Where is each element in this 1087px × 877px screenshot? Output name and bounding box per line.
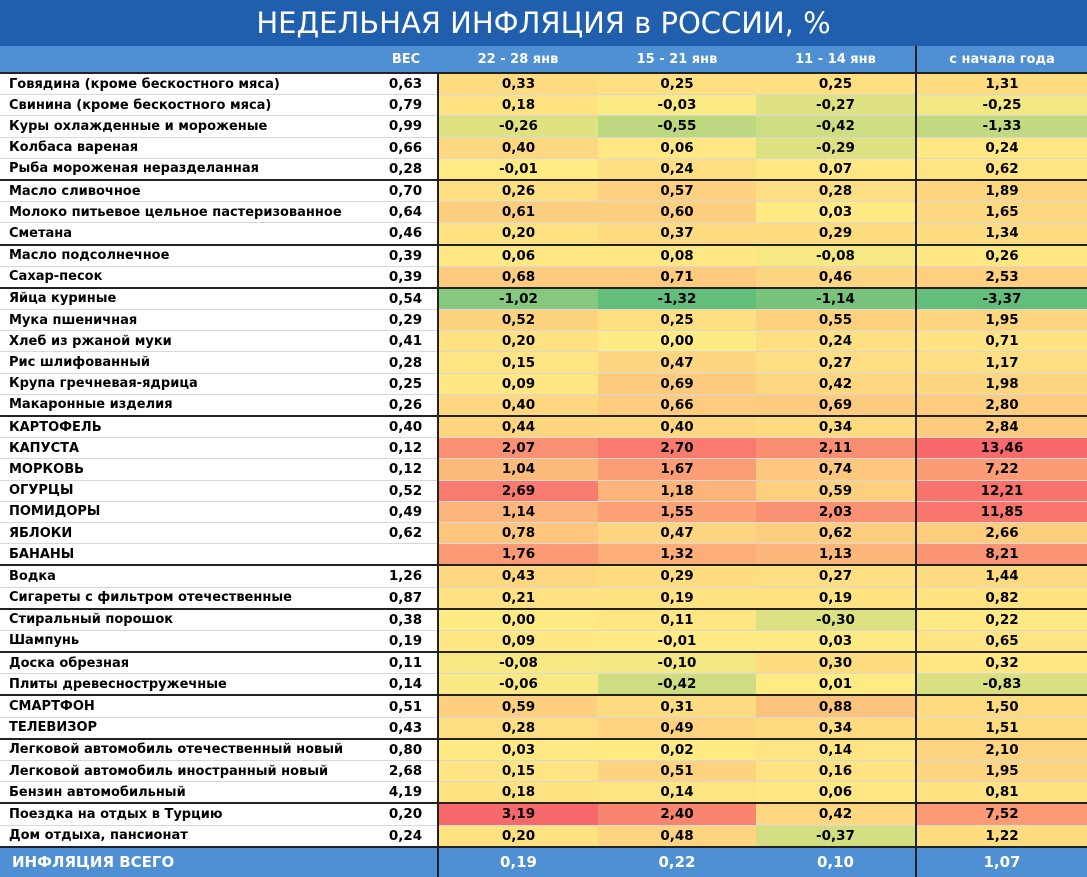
week-value-cell: 0,14 (756, 739, 916, 761)
table-row (0, 522, 1087, 543)
ytd-value-cell: 12,21 (916, 480, 1087, 501)
ytd-value-cell: 0,65 (916, 630, 1087, 652)
table-row (0, 609, 1087, 631)
table-row (0, 652, 1087, 674)
table-row (0, 116, 1087, 137)
ytd-value-cell: 1,98 (916, 373, 1087, 394)
row-weight: 0,87 (374, 587, 438, 609)
row-name: Легковой автомобиль иностранный новый (0, 761, 374, 782)
row-name: Шампунь (0, 630, 374, 652)
ytd-value-cell: 0,24 (916, 137, 1087, 158)
week-value-cell: 0,15 (438, 352, 598, 373)
row-weight: 0,26 (374, 394, 438, 416)
week-value-cell: -0,27 (756, 95, 916, 116)
week-value-cell: 1,13 (756, 544, 916, 566)
ytd-value-cell: -3,37 (916, 288, 1087, 310)
row-weight: 0,38 (374, 609, 438, 631)
week-value-cell: -0,42 (756, 116, 916, 137)
week-value-cell: 0,47 (598, 352, 756, 373)
week-value-cell: -0,08 (438, 652, 598, 674)
ytd-value-cell: -1,33 (916, 116, 1087, 137)
table-row (0, 202, 1087, 223)
week-value-cell: 0,25 (756, 73, 916, 95)
table-row (0, 480, 1087, 501)
ytd-value-cell: 0,32 (916, 652, 1087, 674)
table-row (0, 717, 1087, 739)
week-value-cell: 0,25 (598, 73, 756, 95)
week-value-cell: 2,69 (438, 480, 598, 501)
header-name-cell (0, 46, 374, 73)
table-row (0, 352, 1087, 373)
week-value-cell: 1,18 (598, 480, 756, 501)
table-row (0, 674, 1087, 696)
week-value-cell: 0,66 (598, 394, 756, 416)
week-value-cell: -0,01 (598, 630, 756, 652)
week-value-cell: -1,14 (756, 288, 916, 310)
ytd-value-cell: 1,34 (916, 223, 1087, 245)
ytd-value-cell: 1,95 (916, 310, 1087, 331)
week-value-cell: -1,02 (438, 288, 598, 310)
week-value-cell: -1,32 (598, 288, 756, 310)
week-value-cell: 0,51 (598, 761, 756, 782)
ytd-value-cell: 0,62 (916, 158, 1087, 180)
table-row (0, 245, 1087, 267)
week-value-cell: 0,02 (598, 739, 756, 761)
week-value-cell: 0,01 (756, 674, 916, 696)
row-name: Рыба мороженая неразделанная (0, 158, 374, 180)
row-weight: 1,26 (374, 565, 438, 587)
row-name: ТЕЛЕВИЗОР (0, 717, 374, 739)
week-value-cell: 0,69 (598, 373, 756, 394)
table-row (0, 331, 1087, 352)
week-value-cell: 0,00 (438, 609, 598, 631)
ytd-value-cell: 1,50 (916, 695, 1087, 717)
row-name: Масло сливочное (0, 180, 374, 202)
week-value-cell: 0,06 (438, 245, 598, 267)
table-row (0, 501, 1087, 522)
week-value-cell: 2,07 (438, 438, 598, 459)
week-value-cell: 0,42 (756, 803, 916, 825)
week-value-cell: 0,00 (598, 331, 756, 352)
ytd-value-cell: 8,21 (916, 544, 1087, 566)
week-value-cell: 0,03 (438, 739, 598, 761)
row-weight: 0,52 (374, 480, 438, 501)
week-value-cell: 0,37 (598, 223, 756, 245)
row-name: Крупа гречневая-ядрица (0, 373, 374, 394)
row-weight: 0,12 (374, 438, 438, 459)
row-weight: 0,24 (374, 825, 438, 847)
week-value-cell: 0,71 (598, 266, 756, 288)
week-value-cell: 2,11 (756, 438, 916, 459)
table-row (0, 95, 1087, 116)
row-weight: 0,46 (374, 223, 438, 245)
week-value-cell: 0,31 (598, 695, 756, 717)
table-row (0, 761, 1087, 782)
ytd-value-cell: 0,82 (916, 587, 1087, 609)
row-name: Водка (0, 565, 374, 587)
ytd-value-cell: 13,46 (916, 438, 1087, 459)
row-name: КАПУСТА (0, 438, 374, 459)
page-title: НЕДЕЛЬНАЯ ИНФЛЯЦИЯ в РОССИИ, % (0, 0, 1087, 46)
week-value-cell: 2,03 (756, 501, 916, 522)
ytd-value-cell: 1,22 (916, 825, 1087, 847)
week-value-cell: 0,09 (438, 630, 598, 652)
row-weight: 0,51 (374, 695, 438, 717)
week-value-cell: 0,61 (438, 202, 598, 223)
table-row (0, 416, 1087, 438)
week-value-cell: -0,30 (756, 609, 916, 631)
week-value-cell: 0,20 (438, 331, 598, 352)
week-value-cell: -0,55 (598, 116, 756, 137)
ytd-value-cell: 1,65 (916, 202, 1087, 223)
row-name: СМАРТФОН (0, 695, 374, 717)
week-value-cell: 0,08 (598, 245, 756, 267)
row-name: Стиральный порошок (0, 609, 374, 631)
week-value-cell: 1,32 (598, 544, 756, 566)
table-row (0, 373, 1087, 394)
table-row (0, 394, 1087, 416)
row-name: БАНАНЫ (0, 544, 374, 566)
week-value-cell: 0,19 (598, 587, 756, 609)
week-value-cell: 0,24 (756, 331, 916, 352)
total-week-1: 0,19 (438, 847, 598, 877)
week-value-cell: 1,14 (438, 501, 598, 522)
week-value-cell: 0,18 (438, 782, 598, 804)
week-value-cell: 0,20 (438, 223, 598, 245)
row-weight: 0,20 (374, 803, 438, 825)
week-value-cell: 0,20 (438, 825, 598, 847)
row-name: Дом отдыха, пансионат (0, 825, 374, 847)
row-weight: 0,28 (374, 352, 438, 373)
week-value-cell: 0,15 (438, 761, 598, 782)
row-name: ЯБЛОКИ (0, 522, 374, 543)
week-value-cell: 0,69 (756, 394, 916, 416)
row-name: Сметана (0, 223, 374, 245)
row-name: Молоко питьевое цельное пастеризованное (0, 202, 374, 223)
week-value-cell: 0,74 (756, 459, 916, 480)
table-row (0, 180, 1087, 202)
week-value-cell: 0,78 (438, 522, 598, 543)
ytd-value-cell: 0,81 (916, 782, 1087, 804)
table-row (0, 438, 1087, 459)
week-value-cell: 0,29 (756, 223, 916, 245)
ytd-value-cell: 1,31 (916, 73, 1087, 95)
row-weight: 0,62 (374, 522, 438, 543)
row-weight: 0,25 (374, 373, 438, 394)
table-body (0, 73, 1087, 847)
row-weight: 0,39 (374, 266, 438, 288)
week-value-cell: 0,48 (598, 825, 756, 847)
week-value-cell: -0,03 (598, 95, 756, 116)
row-name: Говядина (кроме бескостного мяса) (0, 73, 374, 95)
week-value-cell: 0,33 (438, 73, 598, 95)
row-name: ОГУРЦЫ (0, 480, 374, 501)
ytd-value-cell: 1,17 (916, 352, 1087, 373)
row-weight: 0,41 (374, 331, 438, 352)
week-value-cell: -0,37 (756, 825, 916, 847)
table-row (0, 288, 1087, 310)
row-name: Колбаса вареная (0, 137, 374, 158)
week-value-cell: 1,04 (438, 459, 598, 480)
week-value-cell: 0,44 (438, 416, 598, 438)
row-weight: 4,19 (374, 782, 438, 804)
week-value-cell: 0,06 (598, 137, 756, 158)
week-value-cell: 1,76 (438, 544, 598, 566)
week-value-cell: 0,62 (756, 522, 916, 543)
week-value-cell: -0,10 (598, 652, 756, 674)
row-name: Бензин автомобильный (0, 782, 374, 804)
week-value-cell: 0,11 (598, 609, 756, 631)
week-value-cell: 0,46 (756, 266, 916, 288)
row-name: КАРТОФЕЛЬ (0, 416, 374, 438)
row-weight: 0,19 (374, 630, 438, 652)
row-weight: 0,80 (374, 739, 438, 761)
ytd-value-cell: 2,84 (916, 416, 1087, 438)
week-value-cell: 2,40 (598, 803, 756, 825)
week-value-cell: 0,40 (438, 137, 598, 158)
row-name: Мука пшеничная (0, 310, 374, 331)
ytd-value-cell: 1,44 (916, 565, 1087, 587)
ytd-value-cell: 11,85 (916, 501, 1087, 522)
ytd-value-cell: 1,95 (916, 761, 1087, 782)
table-row (0, 158, 1087, 180)
week-value-cell: 0,14 (598, 782, 756, 804)
week-value-cell: 1,55 (598, 501, 756, 522)
table-row (0, 459, 1087, 480)
row-name: Макаронные изделия (0, 394, 374, 416)
week-value-cell: 0,59 (756, 480, 916, 501)
week-value-cell: 0,34 (756, 717, 916, 739)
week-value-cell: 0,40 (438, 394, 598, 416)
header-row (0, 46, 1087, 73)
row-name: МОРКОВЬ (0, 459, 374, 480)
row-weight: 0,49 (374, 501, 438, 522)
week-value-cell: 0,06 (756, 782, 916, 804)
row-weight: 0,43 (374, 717, 438, 739)
row-name: Сахар-песок (0, 266, 374, 288)
row-name: Поездка на отдых в Турцию (0, 803, 374, 825)
week-value-cell: -0,26 (438, 116, 598, 137)
total-label: ИНФЛЯЦИЯ ВСЕГО (0, 847, 374, 877)
row-name: Рис шлифованный (0, 352, 374, 373)
ytd-value-cell: 2,66 (916, 522, 1087, 543)
table-row (0, 587, 1087, 609)
week-value-cell: 0,19 (756, 587, 916, 609)
week-value-cell: 0,28 (438, 717, 598, 739)
week-value-cell: 0,27 (756, 352, 916, 373)
week-value-cell: 0,57 (598, 180, 756, 202)
week-value-cell: 0,21 (438, 587, 598, 609)
row-weight: 0,40 (374, 416, 438, 438)
row-name: Легковой автомобиль отечественный новый (0, 739, 374, 761)
week-value-cell: 0,09 (438, 373, 598, 394)
ytd-value-cell: 1,51 (916, 717, 1087, 739)
row-weight: 2,68 (374, 761, 438, 782)
table-row (0, 310, 1087, 331)
ytd-value-cell: 7,52 (916, 803, 1087, 825)
table-row (0, 266, 1087, 288)
total-week-3: 0,10 (756, 847, 916, 877)
week-value-cell: 0,34 (756, 416, 916, 438)
week-value-cell: 0,52 (438, 310, 598, 331)
table-row (0, 223, 1087, 245)
header-weight: ВЕС (374, 46, 438, 73)
week-value-cell: 0,27 (756, 565, 916, 587)
row-weight: 0,28 (374, 158, 438, 180)
row-weight: 0,99 (374, 116, 438, 137)
week-value-cell: 0,55 (756, 310, 916, 331)
row-name: Плиты древесностружечные (0, 674, 374, 696)
week-value-cell: 0,07 (756, 158, 916, 180)
total-row (0, 847, 1087, 877)
ytd-value-cell: 1,89 (916, 180, 1087, 202)
row-name: Яйца куриные (0, 288, 374, 310)
table-row (0, 739, 1087, 761)
week-value-cell: 2,70 (598, 438, 756, 459)
ytd-value-cell: 2,53 (916, 266, 1087, 288)
row-name: Свинина (кроме бескостного мяса) (0, 95, 374, 116)
table-row (0, 803, 1087, 825)
week-value-cell: 0,42 (756, 373, 916, 394)
row-name: Куры охлажденные и мороженые (0, 116, 374, 137)
table-row (0, 565, 1087, 587)
week-value-cell: 0,16 (756, 761, 916, 782)
row-weight (374, 544, 438, 566)
row-weight: 0,63 (374, 73, 438, 95)
week-value-cell: 0,28 (756, 180, 916, 202)
week-value-cell: 0,59 (438, 695, 598, 717)
table-row (0, 73, 1087, 95)
row-name: ПОМИДОРЫ (0, 501, 374, 522)
row-weight: 0,64 (374, 202, 438, 223)
week-value-cell: 3,19 (438, 803, 598, 825)
row-weight: 0,11 (374, 652, 438, 674)
week-value-cell: 1,67 (598, 459, 756, 480)
row-weight: 0,12 (374, 459, 438, 480)
week-value-cell: 0,18 (438, 95, 598, 116)
header-week-2: 15 - 21 янв (598, 46, 756, 73)
week-value-cell: -0,29 (756, 137, 916, 158)
week-value-cell: -0,06 (438, 674, 598, 696)
week-value-cell: 0,29 (598, 565, 756, 587)
week-value-cell: 0,47 (598, 522, 756, 543)
ytd-value-cell: -0,83 (916, 674, 1087, 696)
week-value-cell: 0,60 (598, 202, 756, 223)
ytd-value-cell: 0,22 (916, 609, 1087, 631)
week-value-cell: 0,26 (438, 180, 598, 202)
ytd-value-cell: 2,10 (916, 739, 1087, 761)
table-row (0, 137, 1087, 158)
inflation-table (0, 46, 1087, 877)
ytd-value-cell: 0,26 (916, 245, 1087, 267)
week-value-cell: 0,30 (756, 652, 916, 674)
row-weight: 0,54 (374, 288, 438, 310)
table-row (0, 695, 1087, 717)
row-weight: 0,66 (374, 137, 438, 158)
week-value-cell: 0,88 (756, 695, 916, 717)
week-value-cell: 0,03 (756, 630, 916, 652)
header-ytd: с начала года (916, 46, 1087, 73)
total-week-2: 0,22 (598, 847, 756, 877)
week-value-cell: 0,40 (598, 416, 756, 438)
week-value-cell: 0,49 (598, 717, 756, 739)
week-value-cell: -0,01 (438, 158, 598, 180)
week-value-cell: 0,68 (438, 266, 598, 288)
week-value-cell: 0,25 (598, 310, 756, 331)
total-weight (374, 847, 438, 877)
row-name: Масло подсолнечное (0, 245, 374, 267)
table-row (0, 825, 1087, 847)
row-weight: 0,29 (374, 310, 438, 331)
ytd-value-cell: 0,71 (916, 331, 1087, 352)
total-ytd: 1,07 (916, 847, 1087, 877)
row-weight: 0,39 (374, 245, 438, 267)
row-name: Доска обрезная (0, 652, 374, 674)
week-value-cell: -0,42 (598, 674, 756, 696)
ytd-value-cell: 2,80 (916, 394, 1087, 416)
row-weight: 0,79 (374, 95, 438, 116)
row-weight: 0,14 (374, 674, 438, 696)
week-value-cell: 0,43 (438, 565, 598, 587)
week-value-cell: 0,03 (756, 202, 916, 223)
row-name: Сигареты с фильтром отечественные (0, 587, 374, 609)
row-name: Хлеб из ржаной муки (0, 331, 374, 352)
week-value-cell: -0,08 (756, 245, 916, 267)
ytd-value-cell: 7,22 (916, 459, 1087, 480)
table-row (0, 630, 1087, 652)
table-row (0, 544, 1087, 566)
week-value-cell: 0,24 (598, 158, 756, 180)
header-week-3: 11 - 14 янв (756, 46, 916, 73)
header-week-1: 22 - 28 янв (438, 46, 598, 73)
table-row (0, 782, 1087, 804)
ytd-value-cell: -0,25 (916, 95, 1087, 116)
row-weight: 0,70 (374, 180, 438, 202)
